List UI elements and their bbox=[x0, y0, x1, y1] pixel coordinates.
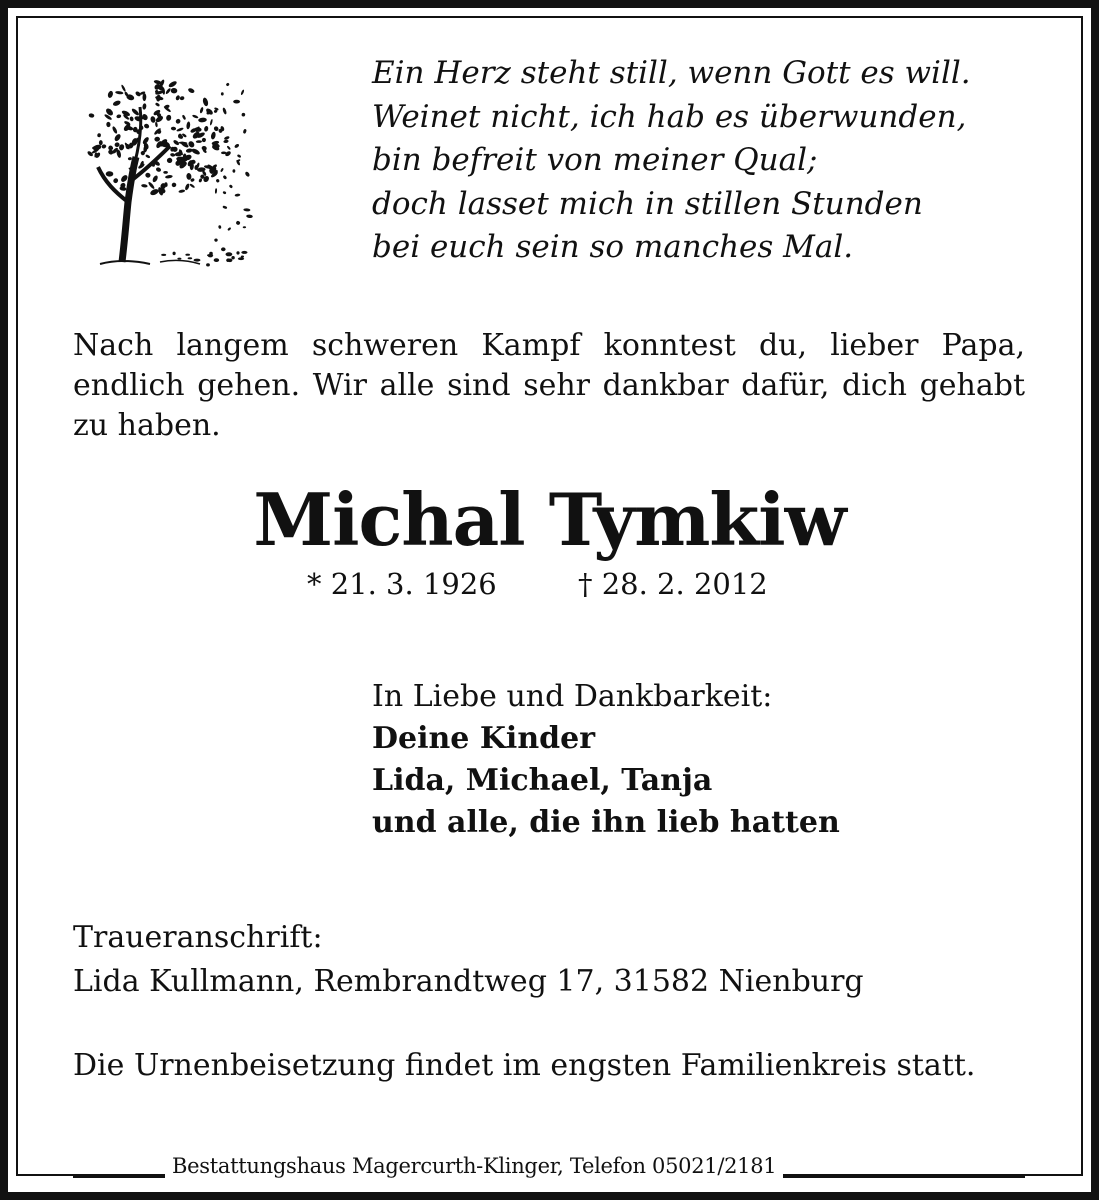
mourning-address bbox=[73, 916, 1053, 1004]
poem-line: doch lasset mich in stillen Stunden bbox=[372, 185, 923, 222]
burial-note: Die Urnenbeisetzung findet im engsten Familienkreis statt. bbox=[73, 1048, 976, 1083]
poem-line: Weinet nicht, ich hab es überwunden, bbox=[372, 98, 967, 135]
deceased-name: Michal Tymkiw bbox=[253, 477, 846, 562]
address-value: Lida Kullmann, Rembrandtweg 17, 31582 Nienburg bbox=[73, 964, 864, 999]
mourners-intro: In Liebe und Dankbarkeit: bbox=[372, 679, 773, 714]
funeral-home-footer: Bestattungshaus Magercurth-Klinger, Telefon 05021/2181 bbox=[165, 1152, 783, 1180]
mourners bbox=[372, 676, 1072, 844]
mourner-line: Deine Kinder bbox=[372, 721, 595, 756]
poem-line: bei euch sein so manches Mal. bbox=[372, 229, 854, 266]
poem bbox=[372, 52, 1062, 270]
poem-line: Ein Herz steht still, wenn Gott es will. bbox=[372, 55, 971, 91]
poem-line: bin befreit von meiner Qual; bbox=[372, 142, 818, 179]
mourner-line: und alle, die ihn lieb hatten bbox=[372, 805, 840, 840]
address-label: Traueranschrift: bbox=[73, 920, 323, 955]
mourner-line: Lida, Michael, Tanja bbox=[372, 763, 713, 798]
farewell-message: Nach langem schweren Kampf konntest du, lieber Papa, endlich gehen. Wir alle sind sehr dankbar dafür, dich gehabt zu haben. bbox=[73, 328, 1025, 443]
death-date: † 28. 2. 2012 bbox=[578, 567, 768, 601]
birth-date: * 21. 3. 1926 bbox=[307, 567, 497, 601]
tree-with-falling-leaves-icon bbox=[70, 62, 260, 282]
